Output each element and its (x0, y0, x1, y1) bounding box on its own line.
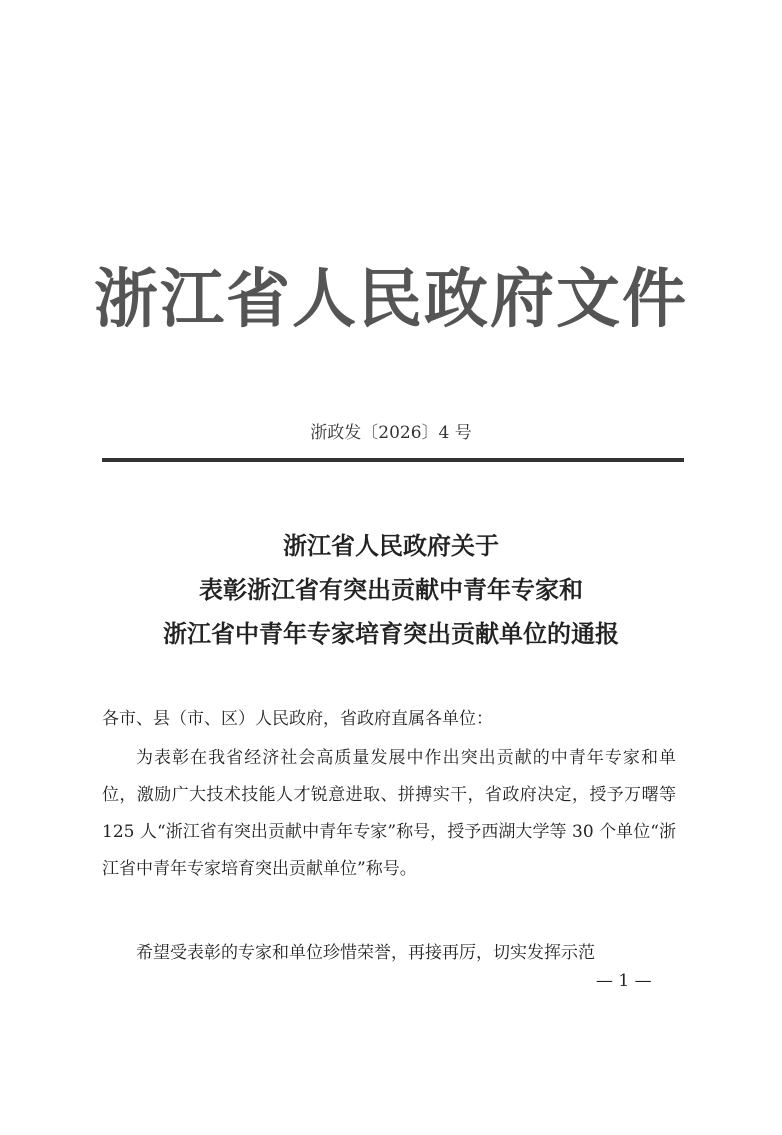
document-subject (0, 524, 782, 656)
body-paragraph-2: 希望受表彰的专家和单位珍惜荣誉，再接再厉，切实发挥示范 (136, 943, 595, 963)
subject-line-1: 浙江省人民政府关于 (283, 532, 499, 560)
subject-line-2: 表彰浙江省有突出贡献中青年专家和 (199, 576, 583, 604)
document-number: 浙政发〔2026〕4 号 (310, 423, 472, 443)
subject-line-3: 浙江省中青年专家培育突出贡献单位的通报 (163, 620, 619, 648)
document-header-title: 浙江省人民政府文件 (94, 263, 688, 337)
page-number: — 1 — (596, 971, 652, 991)
red-header-separator-line (102, 458, 684, 462)
body-paragraph-1: 为表彰在我省经济社会高质量发展中作出突出贡献的中青年专家和单位，激励广大技术技能人才锐意进取、拼搏实干，省政府决定，授予万曙等 125 人“浙江省有突出贡献中青年专家”称号，授予西湖大学等 30 个单位“浙江省中青年专家培育突出贡献单位”称号。 (102, 748, 676, 879)
addressee-line: 各市、县（市、区）人民政府，省政府直属各单位： (102, 709, 493, 729)
